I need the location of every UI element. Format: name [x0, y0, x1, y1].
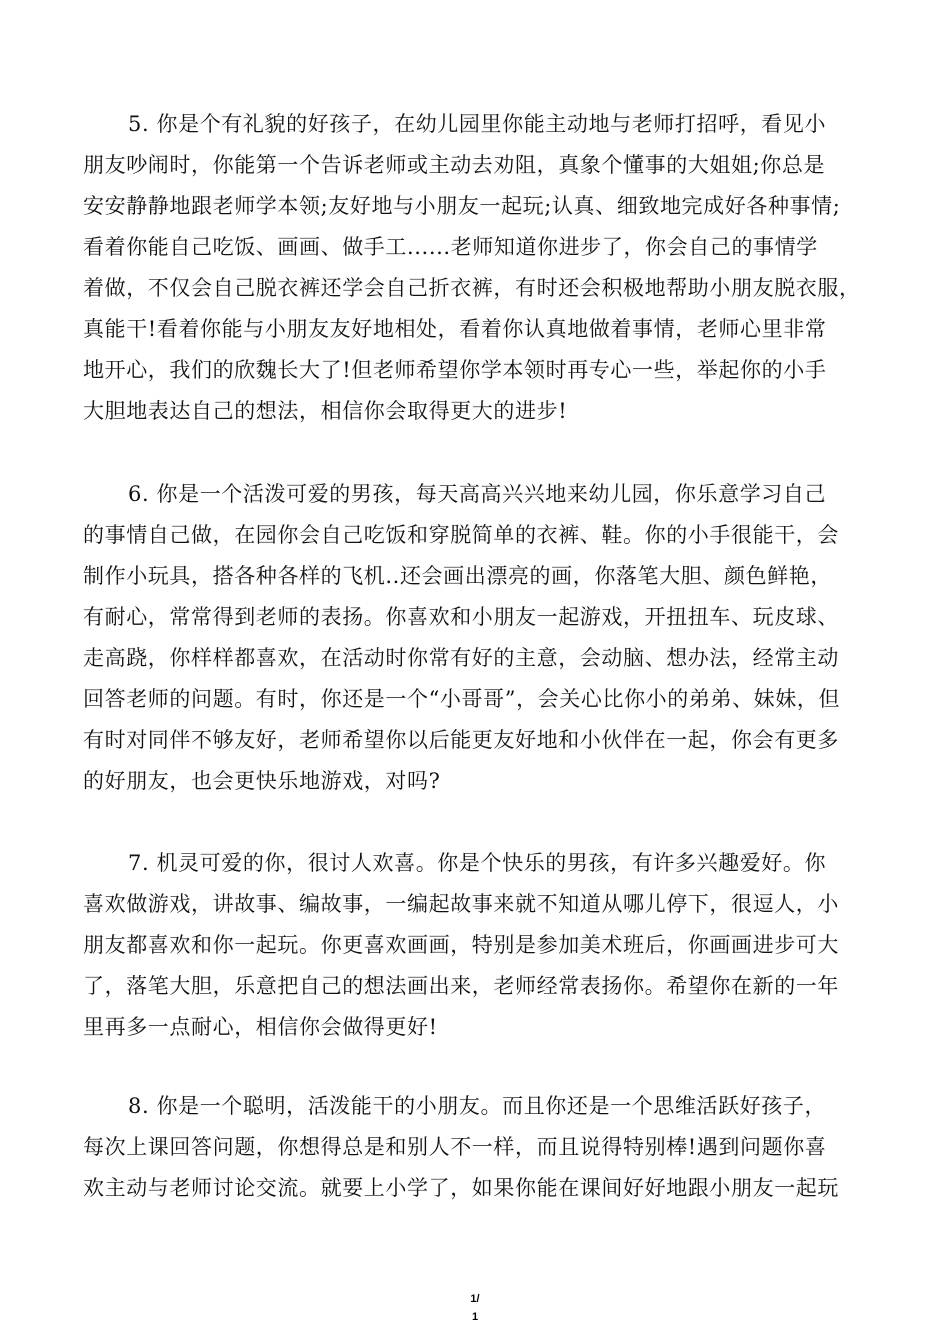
paragraph-7: [83, 843, 883, 1048]
paragraph-line: 安安静静地跟老师学本领;友好地与小朋友一起玩;认真、细致地完成好各种事情;: [83, 194, 841, 218]
page-number-current: 1/: [470, 1293, 480, 1305]
paragraph-line: 走高跷，你样样都喜欢，在活动时你常有好的主意，会动脑、想办法，经常主动: [83, 646, 839, 670]
paragraph-line: 有时对同伴不够友好，老师希望你以后能更友好地和小伙伴在一起，你会有更多: [83, 728, 839, 752]
paragraph-line: 的好朋友，也会更快乐地游戏，对吗?: [83, 769, 441, 793]
paragraph-6: [83, 474, 883, 802]
paragraph-line: 6. 你是一个活泼可爱的男孩，每天高高兴兴地来幼儿园，你乐意学习自己: [128, 482, 827, 506]
paragraph-line: 地开心，我们的欣魏长大了!但老师希望你学本领时再专心一些，举起你的小手: [83, 358, 827, 382]
paragraph-line: 8. 你是一个聪明，活泼能干的小朋友。而且你还是一个思维活跃好孩子，: [128, 1094, 827, 1118]
paragraph-line: 5. 你是个有礼貌的好孩子，在幼儿园里你能主动地与老师打招呼，看见小: [128, 112, 827, 136]
paragraph-line: 喜欢做游戏，讲故事、编故事，一编起故事来就不知道从哪儿停下，很逗人，小: [83, 892, 839, 916]
paragraph-line: 着做，不仅会自己脱衣裤还学会自己折衣裤，有时还会积极地帮助小朋友脱衣服，: [83, 276, 861, 300]
paragraph-8: [83, 1086, 883, 1209]
paragraph-line: 制作小玩具，搭各种各样的飞机..还会画出漂亮的画，你落笔大胆、颜色鲜艳，: [83, 564, 832, 588]
paragraph-line: 了，落笔大胆，乐意把自己的想法画出来，老师经常表扬你。希望你在新的一年: [83, 974, 839, 998]
paragraph-line: 里再多一点耐心，相信你会做得更好!: [83, 1015, 438, 1039]
page-number: [0, 1290, 950, 1326]
page-number-total: 1: [471, 1311, 479, 1323]
paragraph-line: 欢主动与老师讨论交流。就要上小学了，如果你能在课间好好地跟小朋友一起玩: [83, 1176, 839, 1200]
paragraph-line: 的事情自己做，在园你会自己吃饭和穿脱简单的衣裤、鞋。你的小手很能干，会: [83, 523, 839, 547]
paragraph-line: 真能干!看着你能与小朋友友好地相处，看着你认真地做着事情，老师心里非常: [83, 317, 827, 341]
paragraph-line: 大胆地表达自己的想法，相信你会取得更大的进步!: [83, 399, 568, 423]
paragraph-line: 7. 机灵可爱的你，很讨人欢喜。你是个快乐的男孩，有许多兴趣爱好。你: [128, 851, 827, 875]
paragraph-line: 每次上课回答问题，你想得总是和别人不一样，而且说得特别棒!遇到问题你喜: [83, 1135, 827, 1159]
paragraph-line: 朋友都喜欢和你一起玩。你更喜欢画画，特别是参加美术班后，你画画进步可大: [83, 933, 839, 957]
paragraph-line: 看着你能自己吃饭、画画、做手工......老师知道你进步了，你会自己的事情学: [83, 235, 818, 259]
paragraph-5: [83, 104, 883, 432]
paragraph-line: 朋友吵闹时，你能第一个告诉老师或主动去劝阻，真象个懂事的大姐姐;你总是: [83, 153, 826, 177]
paragraph-line: 有耐心，常常得到老师的表扬。你喜欢和小朋友一起游戏，开扭扭车、玩皮球、: [83, 605, 839, 629]
paragraph-line: 回答老师的问题。有时，你还是一个“小哥哥”，会关心比你小的弟弟、妹妹，但: [83, 687, 841, 711]
